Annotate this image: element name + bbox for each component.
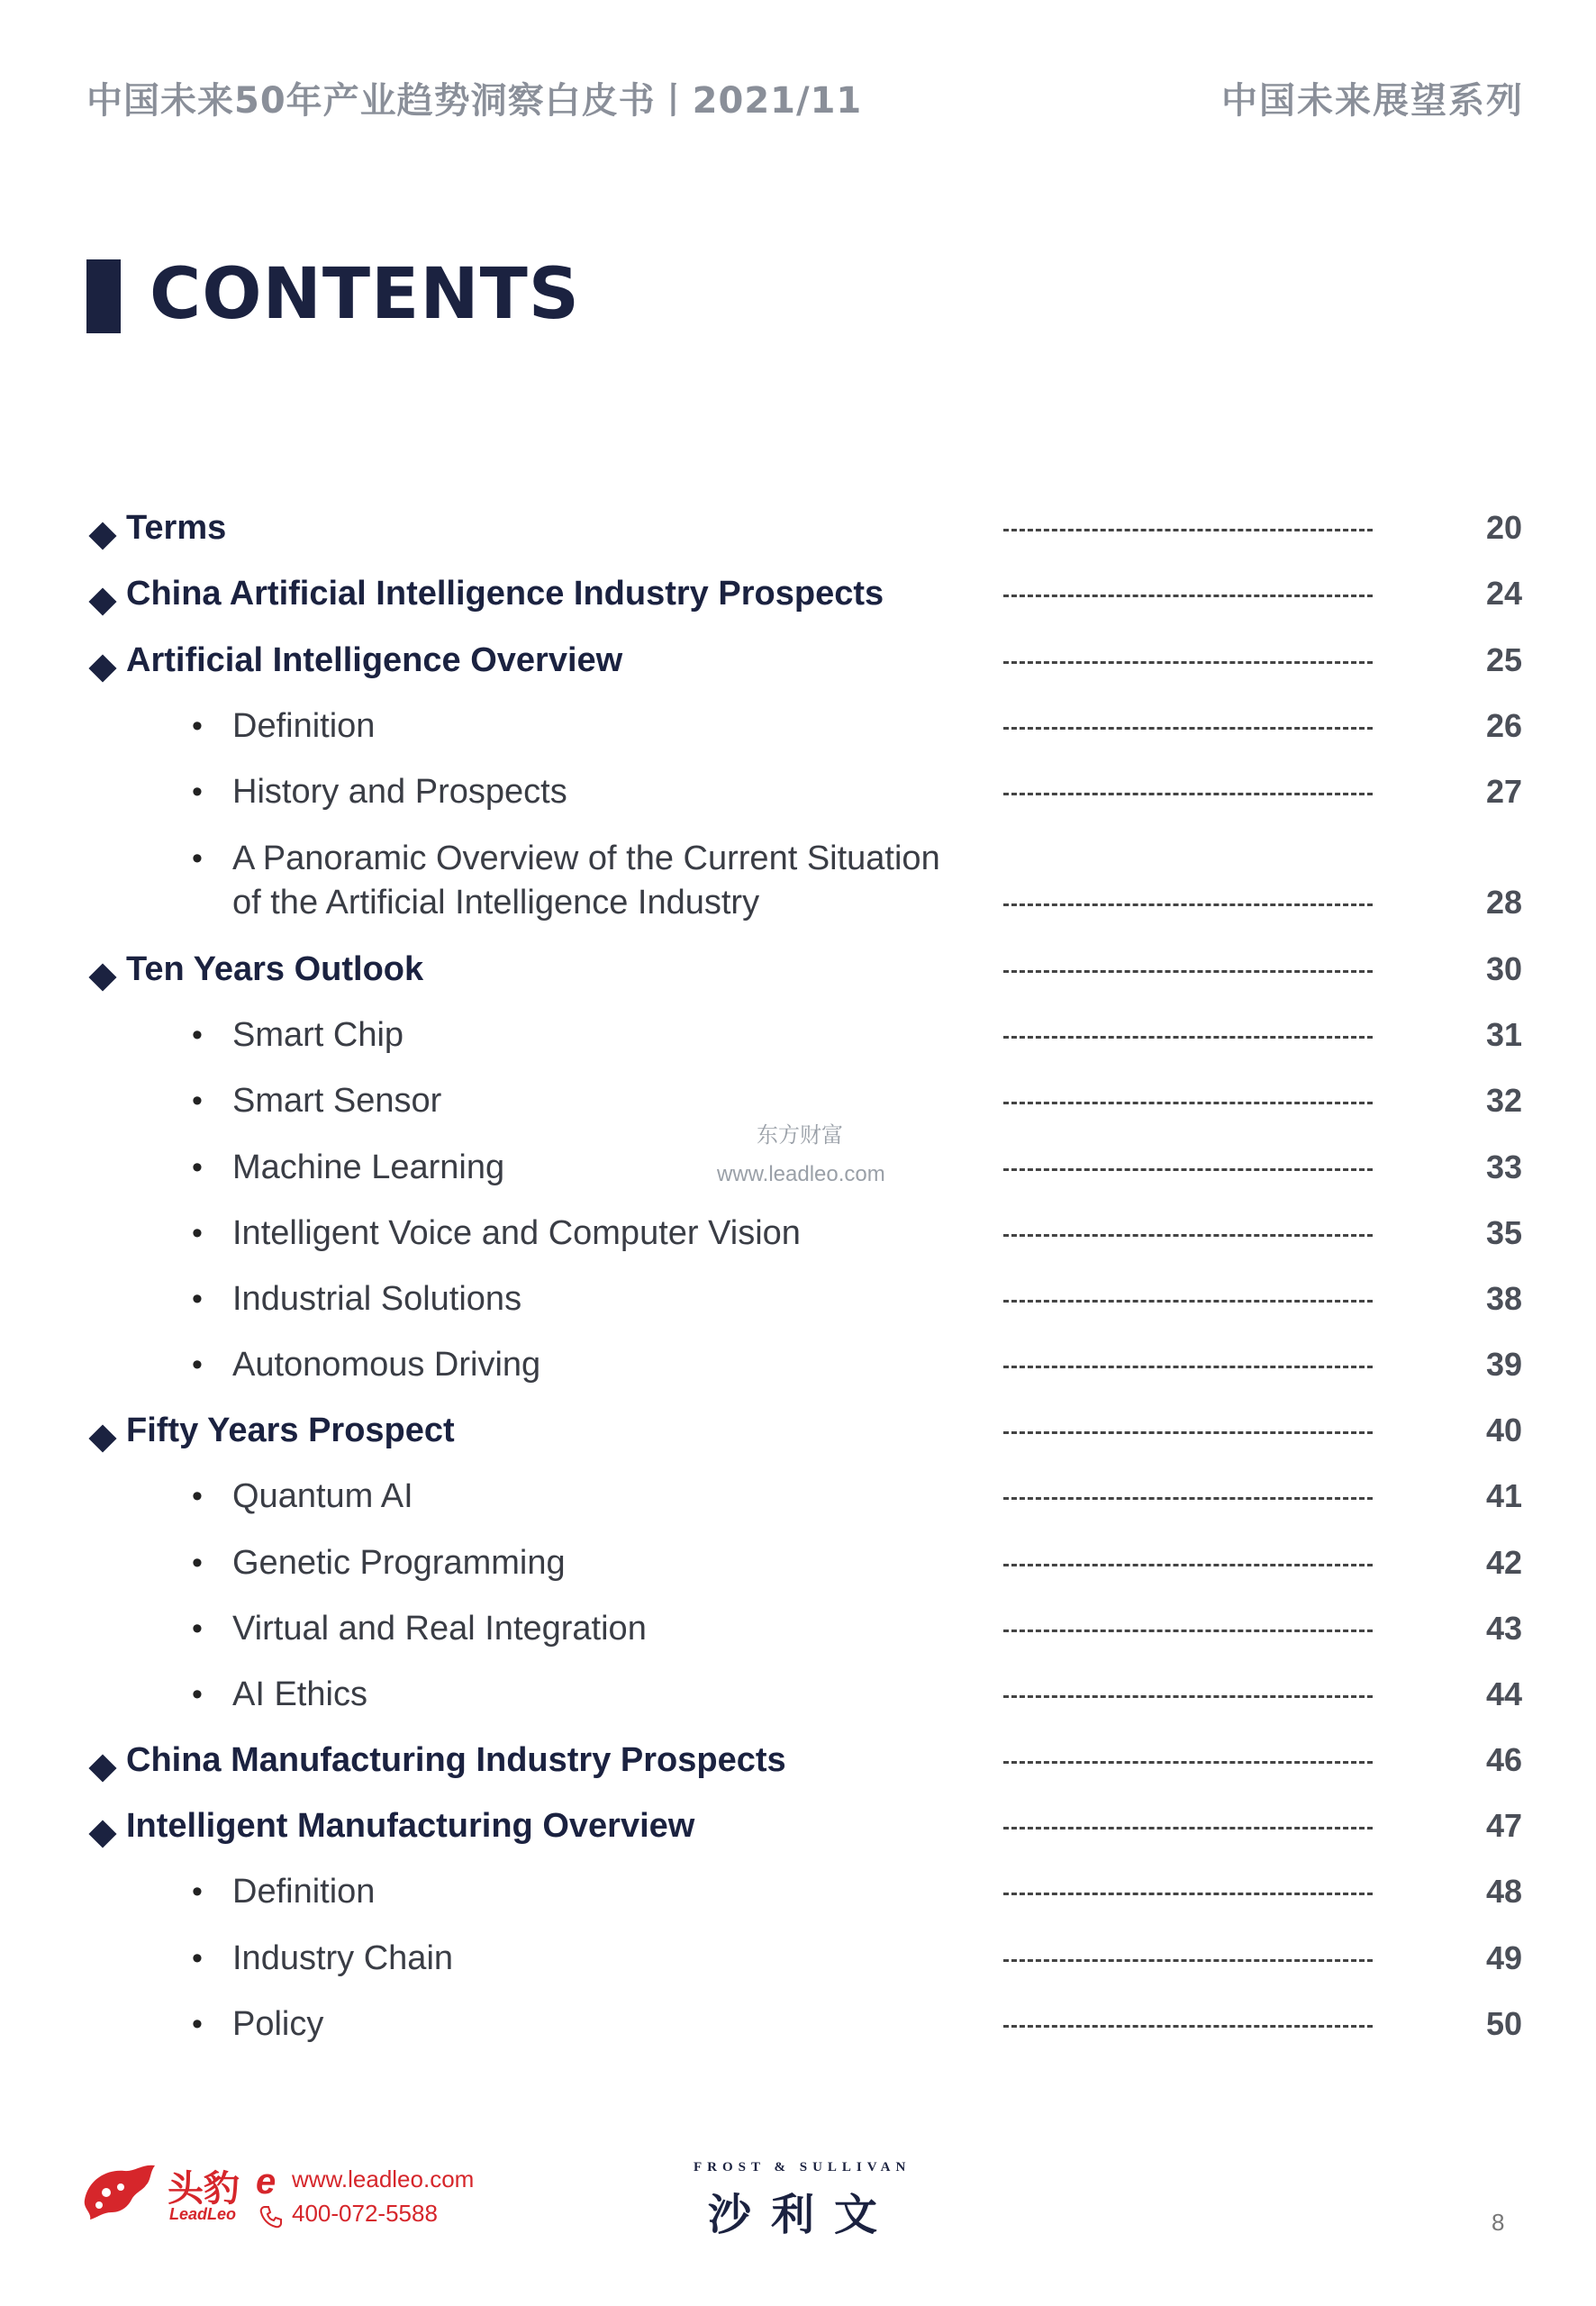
toc-entry-label: Definition <box>232 707 376 745</box>
toc-entry-page: 42 <box>1485 1544 1522 1581</box>
toc-entry-page: 44 <box>1485 1675 1522 1712</box>
toc-entry-page: 30 <box>1485 950 1522 987</box>
toc-entry-page: 50 <box>1485 2005 1522 2042</box>
toc-entry-page: 33 <box>1485 1148 1522 1185</box>
dotted-leader <box>1003 513 1373 531</box>
toc-entry-page: 25 <box>1485 641 1522 678</box>
toc-entry-label: Autonomous Driving <box>232 1346 541 1384</box>
dotted-leader <box>1003 1877 1373 1895</box>
toc-subentry[interactable] <box>0 1215 1596 1269</box>
dotted-leader <box>1003 1285 1373 1303</box>
dotted-leader <box>1003 1944 1373 1962</box>
toc-entry-label: Policy <box>232 2005 324 2043</box>
toc-entry-page: 38 <box>1485 1280 1522 1317</box>
dot-bullet-icon: • <box>192 1546 203 1580</box>
footer-phone: 400-072-5588 <box>292 2200 438 2227</box>
toc-entry-page: 24 <box>1485 575 1522 612</box>
dot-bullet-icon: • <box>192 2007 203 2041</box>
toc-subentry[interactable] <box>0 1281 1596 1335</box>
partner-logo-cn: 沙利文 <box>708 2190 898 2240</box>
toc-entry-label: Smart Sensor <box>232 1082 442 1120</box>
toc-entry-label: Quantum AI <box>232 1477 413 1515</box>
toc-entry-page: 49 <box>1485 1939 1522 1976</box>
dotted-leader <box>1003 1350 1373 1368</box>
toc-subentry[interactable] <box>0 1611 1596 1665</box>
toc-subentry[interactable] <box>0 1478 1596 1532</box>
header-report-title: 中国未来50年产业趋势洞察白皮书丨2021/11 <box>86 80 863 122</box>
partner-logo-en: FROST & SULLIVAN <box>694 2160 911 2174</box>
toc-entry-label: China Artificial Intelligence Industry Prospects <box>126 575 884 613</box>
dot-bullet-icon: • <box>192 841 203 876</box>
page-title: CONTENTS <box>150 254 580 335</box>
dotted-leader <box>1003 1811 1373 1829</box>
toc-entry-page: 41 <box>1485 1477 1522 1514</box>
toc-subentry[interactable] <box>0 1017 1596 1071</box>
header-series-title: 中国未来展望系列 <box>1221 80 1524 122</box>
toc-entry-page: 35 <box>1485 1214 1522 1251</box>
toc-entry-label: Industrial Solutions <box>232 1280 522 1318</box>
toc-entry-label: Genetic Programming <box>232 1544 566 1582</box>
diamond-bullet-icon <box>88 654 116 682</box>
dot-bullet-icon: • <box>192 1479 203 1513</box>
toc-entry-page: 48 <box>1485 1873 1522 1910</box>
watermark-cn: 东方财富 <box>757 1122 843 1148</box>
toc-entry-label: Terms <box>126 509 227 547</box>
dot-bullet-icon: • <box>192 1216 203 1250</box>
diamond-bullet-icon <box>88 1820 116 1848</box>
page-number: 8 <box>1492 2209 1505 2236</box>
dotted-leader <box>1003 1548 1373 1566</box>
dotted-leader <box>1003 1021 1373 1039</box>
diamond-bullet-icon <box>88 963 116 991</box>
toc-entry-label: Machine Learning <box>232 1148 505 1186</box>
toc-subentry[interactable] <box>0 708 1596 762</box>
diamond-bullet-icon <box>88 1424 116 1452</box>
phone-icon <box>258 2203 285 2230</box>
dot-bullet-icon: • <box>192 709 203 743</box>
toc-entry[interactable] <box>0 1808 1596 1862</box>
toc-entry-label: Intelligent Manufacturing Overview <box>126 1807 695 1845</box>
toc-subentry[interactable] <box>0 1676 1596 1730</box>
toc-entry-label: Fifty Years Prospect <box>126 1412 455 1449</box>
diamond-bullet-icon <box>88 1754 116 1782</box>
toc-entry-page: 40 <box>1485 1412 1522 1448</box>
watermark-url: www.leadleo.com <box>717 1162 885 1186</box>
toc-subentry[interactable] <box>0 774 1596 828</box>
toc-entry[interactable] <box>0 576 1596 630</box>
dot-bullet-icon: • <box>192 775 203 809</box>
toc-entry-label: Intelligent Voice and Computer Vision <box>232 1214 801 1252</box>
toc-entry-label: China Manufacturing Industry Prospects <box>126 1741 786 1779</box>
toc-entry[interactable] <box>0 951 1596 1005</box>
toc-entry-label: AI Ethics <box>232 1675 367 1713</box>
footer-website-link[interactable]: www.leadleo.com <box>292 2165 475 2193</box>
dotted-leader <box>1003 579 1373 597</box>
diamond-bullet-icon <box>88 587 116 615</box>
dot-bullet-icon: • <box>192 1348 203 1382</box>
toc-subentry[interactable] <box>0 1545 1596 1599</box>
toc-entry[interactable] <box>0 1412 1596 1466</box>
dotted-leader <box>1003 955 1373 973</box>
toc-subentry[interactable] <box>0 2006 1596 2060</box>
toc-entry-label-line2: of the Artificial Intelligence Industry <box>232 884 760 921</box>
dotted-leader <box>1003 1614 1373 1632</box>
dot-bullet-icon: • <box>192 1611 203 1646</box>
dot-bullet-icon: • <box>192 1018 203 1052</box>
toc-entry-page: 20 <box>1485 509 1522 546</box>
dot-bullet-icon: • <box>192 1150 203 1185</box>
toc-entry-label-line1: A Panoramic Overview of the Current Situation <box>232 840 940 877</box>
web-e-icon: e <box>256 2162 277 2202</box>
brand-name-cn: 头豹 <box>168 2168 240 2210</box>
toc-entry-label: Virtual and Real Integration <box>232 1610 647 1648</box>
dotted-leader <box>1003 1086 1373 1104</box>
dotted-leader <box>1003 1153 1373 1171</box>
toc-entry-page: 47 <box>1485 1807 1522 1844</box>
toc-entry-label: History and Prospects <box>232 773 567 811</box>
dot-bullet-icon: • <box>192 1941 203 1975</box>
dotted-leader <box>1003 1680 1373 1698</box>
leopard-logo-icon <box>79 2153 160 2225</box>
toc-entry-label: Artificial Intelligence Overview <box>126 641 623 679</box>
toc-entry-page: 39 <box>1485 1346 1522 1383</box>
dotted-leader <box>1003 888 1373 906</box>
toc-entry-page: 28 <box>1485 884 1522 921</box>
dot-bullet-icon: • <box>192 1677 203 1711</box>
toc-entry-label: Ten Years Outlook <box>126 950 424 988</box>
toc-entry[interactable] <box>0 1742 1596 1796</box>
dot-bullet-icon: • <box>192 1084 203 1118</box>
toc-entry-page: 46 <box>1485 1741 1522 1778</box>
toc-subentry[interactable] <box>0 840 1596 940</box>
toc-entry-page: 43 <box>1485 1610 1522 1647</box>
toc-entry-label: Smart Chip <box>232 1016 404 1054</box>
toc-entry[interactable] <box>0 642 1596 696</box>
dotted-leader <box>1003 777 1373 795</box>
toc-entry[interactable] <box>0 510 1596 564</box>
toc-subentry[interactable] <box>0 1347 1596 1401</box>
brand-name-en: LeadLeo <box>169 2205 237 2223</box>
dotted-leader <box>1003 1416 1373 1434</box>
toc-entry-page: 27 <box>1485 773 1522 810</box>
toc-entry-page: 26 <box>1485 707 1522 744</box>
dotted-leader <box>1003 2010 1373 2028</box>
dot-bullet-icon: • <box>192 1875 203 1909</box>
dotted-leader <box>1003 712 1373 730</box>
diamond-bullet-icon <box>88 522 116 549</box>
toc-entry-page: 32 <box>1485 1082 1522 1119</box>
dotted-leader <box>1003 1482 1373 1500</box>
dotted-leader <box>1003 1746 1373 1764</box>
dot-bullet-icon: • <box>192 1282 203 1316</box>
toc-subentry[interactable] <box>0 1874 1596 1928</box>
dotted-leader <box>1003 1219 1373 1237</box>
dotted-leader <box>1003 646 1373 664</box>
toc-subentry[interactable] <box>0 1940 1596 1994</box>
toc-entry-page: 31 <box>1485 1016 1522 1053</box>
toc-entry-label: Definition <box>232 1873 376 1911</box>
toc-entry-label: Industry Chain <box>232 1939 454 1977</box>
